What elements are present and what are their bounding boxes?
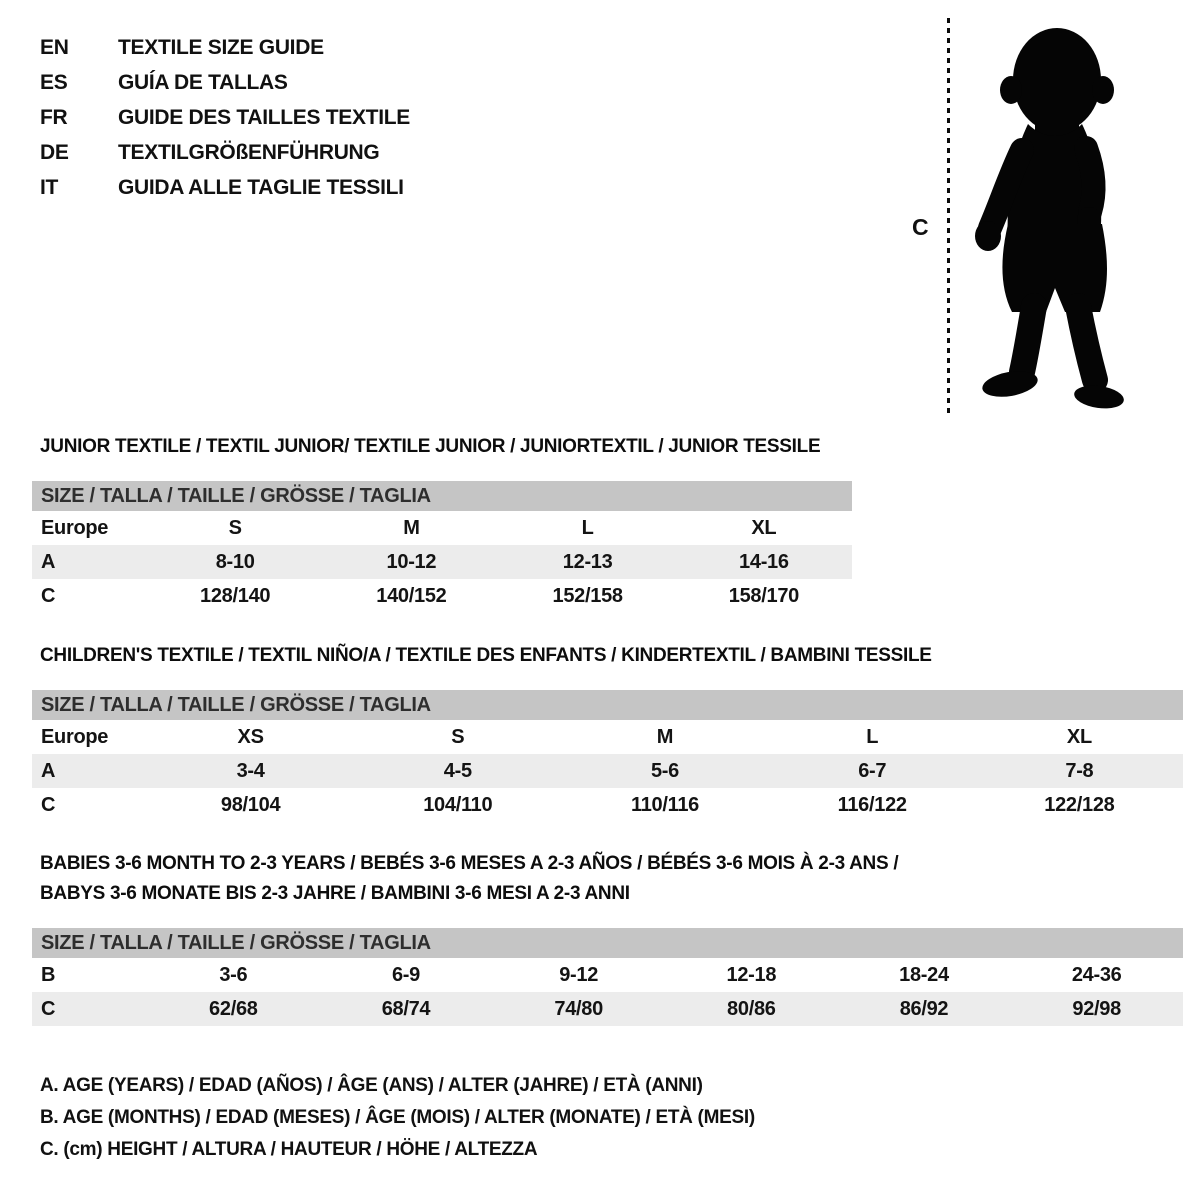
table-row-age [32, 545, 852, 579]
babies-section-title [40, 849, 898, 909]
months-cell: 18-24 [899, 963, 949, 986]
table-row-europe [32, 511, 852, 545]
language-row-it [40, 170, 410, 205]
guide-title-de: TEXTILGRÖßENFÜHRUNG [118, 140, 380, 164]
measurement-legend [40, 1070, 755, 1166]
height-cell: 104/110 [423, 793, 493, 816]
height-cell: 128/140 [200, 584, 271, 607]
height-measure-label: C [912, 214, 929, 240]
babies-title-line2: BABYS 3-6 MONATE BIS 2-3 JAHRE / BAMBINI 3-6 MESI A 2-3 ANNI [40, 883, 630, 904]
months-cell: 3-6 [219, 963, 248, 986]
table-row-height [32, 579, 852, 613]
months-cell: 24-36 [1071, 963, 1122, 986]
babies-size-table [32, 928, 1183, 1026]
months-cell: 6-9 [391, 963, 420, 986]
table-row-height [32, 788, 1183, 822]
junior-section-title: JUNIOR TEXTILE / TEXTIL JUNIOR/ TEXTILE JUNIOR / JUNIORTEXTIL / JUNIOR TESSILE [40, 436, 821, 457]
children-section-title: CHILDREN'S TEXTILE / TEXTIL NIÑO/A / TEXTILE DES ENFANTS / KINDERTEXTIL / BAMBINI TESSILE [40, 645, 932, 666]
height-cell: 62/68 [209, 997, 258, 1020]
babies-title-line1: BABIES 3-6 MONTH TO 2-3 YEARS / BEBÉS 3-6 MESES A 2-3 AÑOS / BÉBÉS 3-6 MOIS À 2-3 ANS / [40, 853, 899, 874]
language-row-fr [40, 100, 410, 135]
language-title-list [40, 30, 410, 205]
toddler-silhouette-image [962, 12, 1144, 420]
guide-title-en: TEXTILE SIZE GUIDE [118, 35, 324, 59]
table-row-age [32, 754, 1183, 788]
legend-height-cm: C. (cm) HEIGHT / ALTURA / HAUTEUR / HÖHE / ALTEZZA [40, 1139, 538, 1160]
age-cell: 7-8 [1065, 759, 1094, 782]
legend-age-months: B. AGE (MONTHS) / EDAD (MESES) / ÂGE (MOIS) / ALTER (MONATE) / ETÀ (MESI) [40, 1107, 755, 1128]
height-cell: 158/170 [728, 584, 799, 607]
height-dashed-line [947, 18, 950, 416]
language-code: IT [40, 175, 59, 199]
months-cell: 9-12 [559, 963, 599, 986]
months-cell: 12-18 [726, 963, 777, 986]
row-label: C [41, 584, 56, 607]
row-label: Europe [41, 725, 109, 748]
row-label: Europe [41, 516, 109, 539]
size-cell: XL [1066, 725, 1092, 748]
age-cell: 4-5 [443, 759, 472, 782]
height-cell: 92/98 [1072, 997, 1121, 1020]
height-cell: 122/128 [1044, 793, 1115, 816]
height-cell: 98/104 [220, 793, 281, 816]
language-code: EN [40, 35, 69, 59]
language-code: DE [40, 140, 69, 164]
children-size-header-bar: SIZE / TALLA / TAILLE / GRÖSSE / TAGLIA [32, 690, 1183, 720]
guide-title-es: GUÍA DE TALLAS [118, 70, 288, 94]
row-label: C [41, 997, 56, 1020]
age-cell: 8-10 [215, 550, 255, 573]
row-label: B [41, 963, 56, 986]
babies-size-header-bar: SIZE / TALLA / TAILLE / GRÖSSE / TAGLIA [32, 928, 1183, 958]
height-cell: 86/92 [899, 997, 949, 1020]
age-cell: 6-7 [858, 759, 887, 782]
age-cell: 10-12 [386, 550, 437, 573]
size-cell: XL [751, 516, 777, 539]
age-cell: 5-6 [650, 759, 679, 782]
size-cell: M [403, 516, 420, 539]
row-label: A [41, 759, 56, 782]
height-cell: 110/116 [630, 793, 699, 816]
size-cell: L [581, 516, 594, 539]
table-row-height [32, 992, 1183, 1026]
language-row-de [40, 135, 410, 170]
size-cell: L [866, 725, 879, 748]
guide-title-it: GUIDA ALLE TAGLIE TESSILI [118, 175, 404, 199]
height-cell: 74/80 [554, 997, 603, 1020]
children-size-table [32, 690, 1183, 822]
size-cell: M [656, 725, 674, 748]
height-cell: 152/158 [552, 584, 623, 607]
junior-size-header-bar: SIZE / TALLA / TAILLE / GRÖSSE / TAGLIA [32, 481, 852, 511]
height-cell: 80/86 [727, 997, 776, 1020]
height-cell: 140/152 [376, 584, 447, 607]
row-label: C [41, 793, 56, 816]
height-cell: 116/122 [837, 793, 907, 816]
size-cell: S [451, 725, 465, 748]
language-code: FR [40, 105, 68, 129]
language-code: ES [40, 70, 68, 94]
height-cell: 68/74 [381, 997, 431, 1020]
legend-age-years: A. AGE (YEARS) / EDAD (AÑOS) / ÂGE (ANS) / ALTER (JAHRE) / ETÀ (ANNI) [40, 1075, 703, 1096]
row-label: A [41, 550, 56, 573]
table-row-months [32, 958, 1183, 992]
table-row-europe [32, 720, 1183, 754]
age-cell: 12-13 [562, 550, 613, 573]
junior-size-table [32, 481, 852, 613]
age-cell: 14-16 [739, 550, 789, 573]
language-row-en [40, 30, 410, 65]
language-row-es [40, 65, 410, 100]
guide-title-fr: GUIDE DES TAILLES TEXTILE [118, 105, 410, 129]
age-cell: 3-4 [236, 759, 265, 782]
size-cell: XS [237, 725, 264, 748]
size-cell: S [228, 516, 242, 539]
